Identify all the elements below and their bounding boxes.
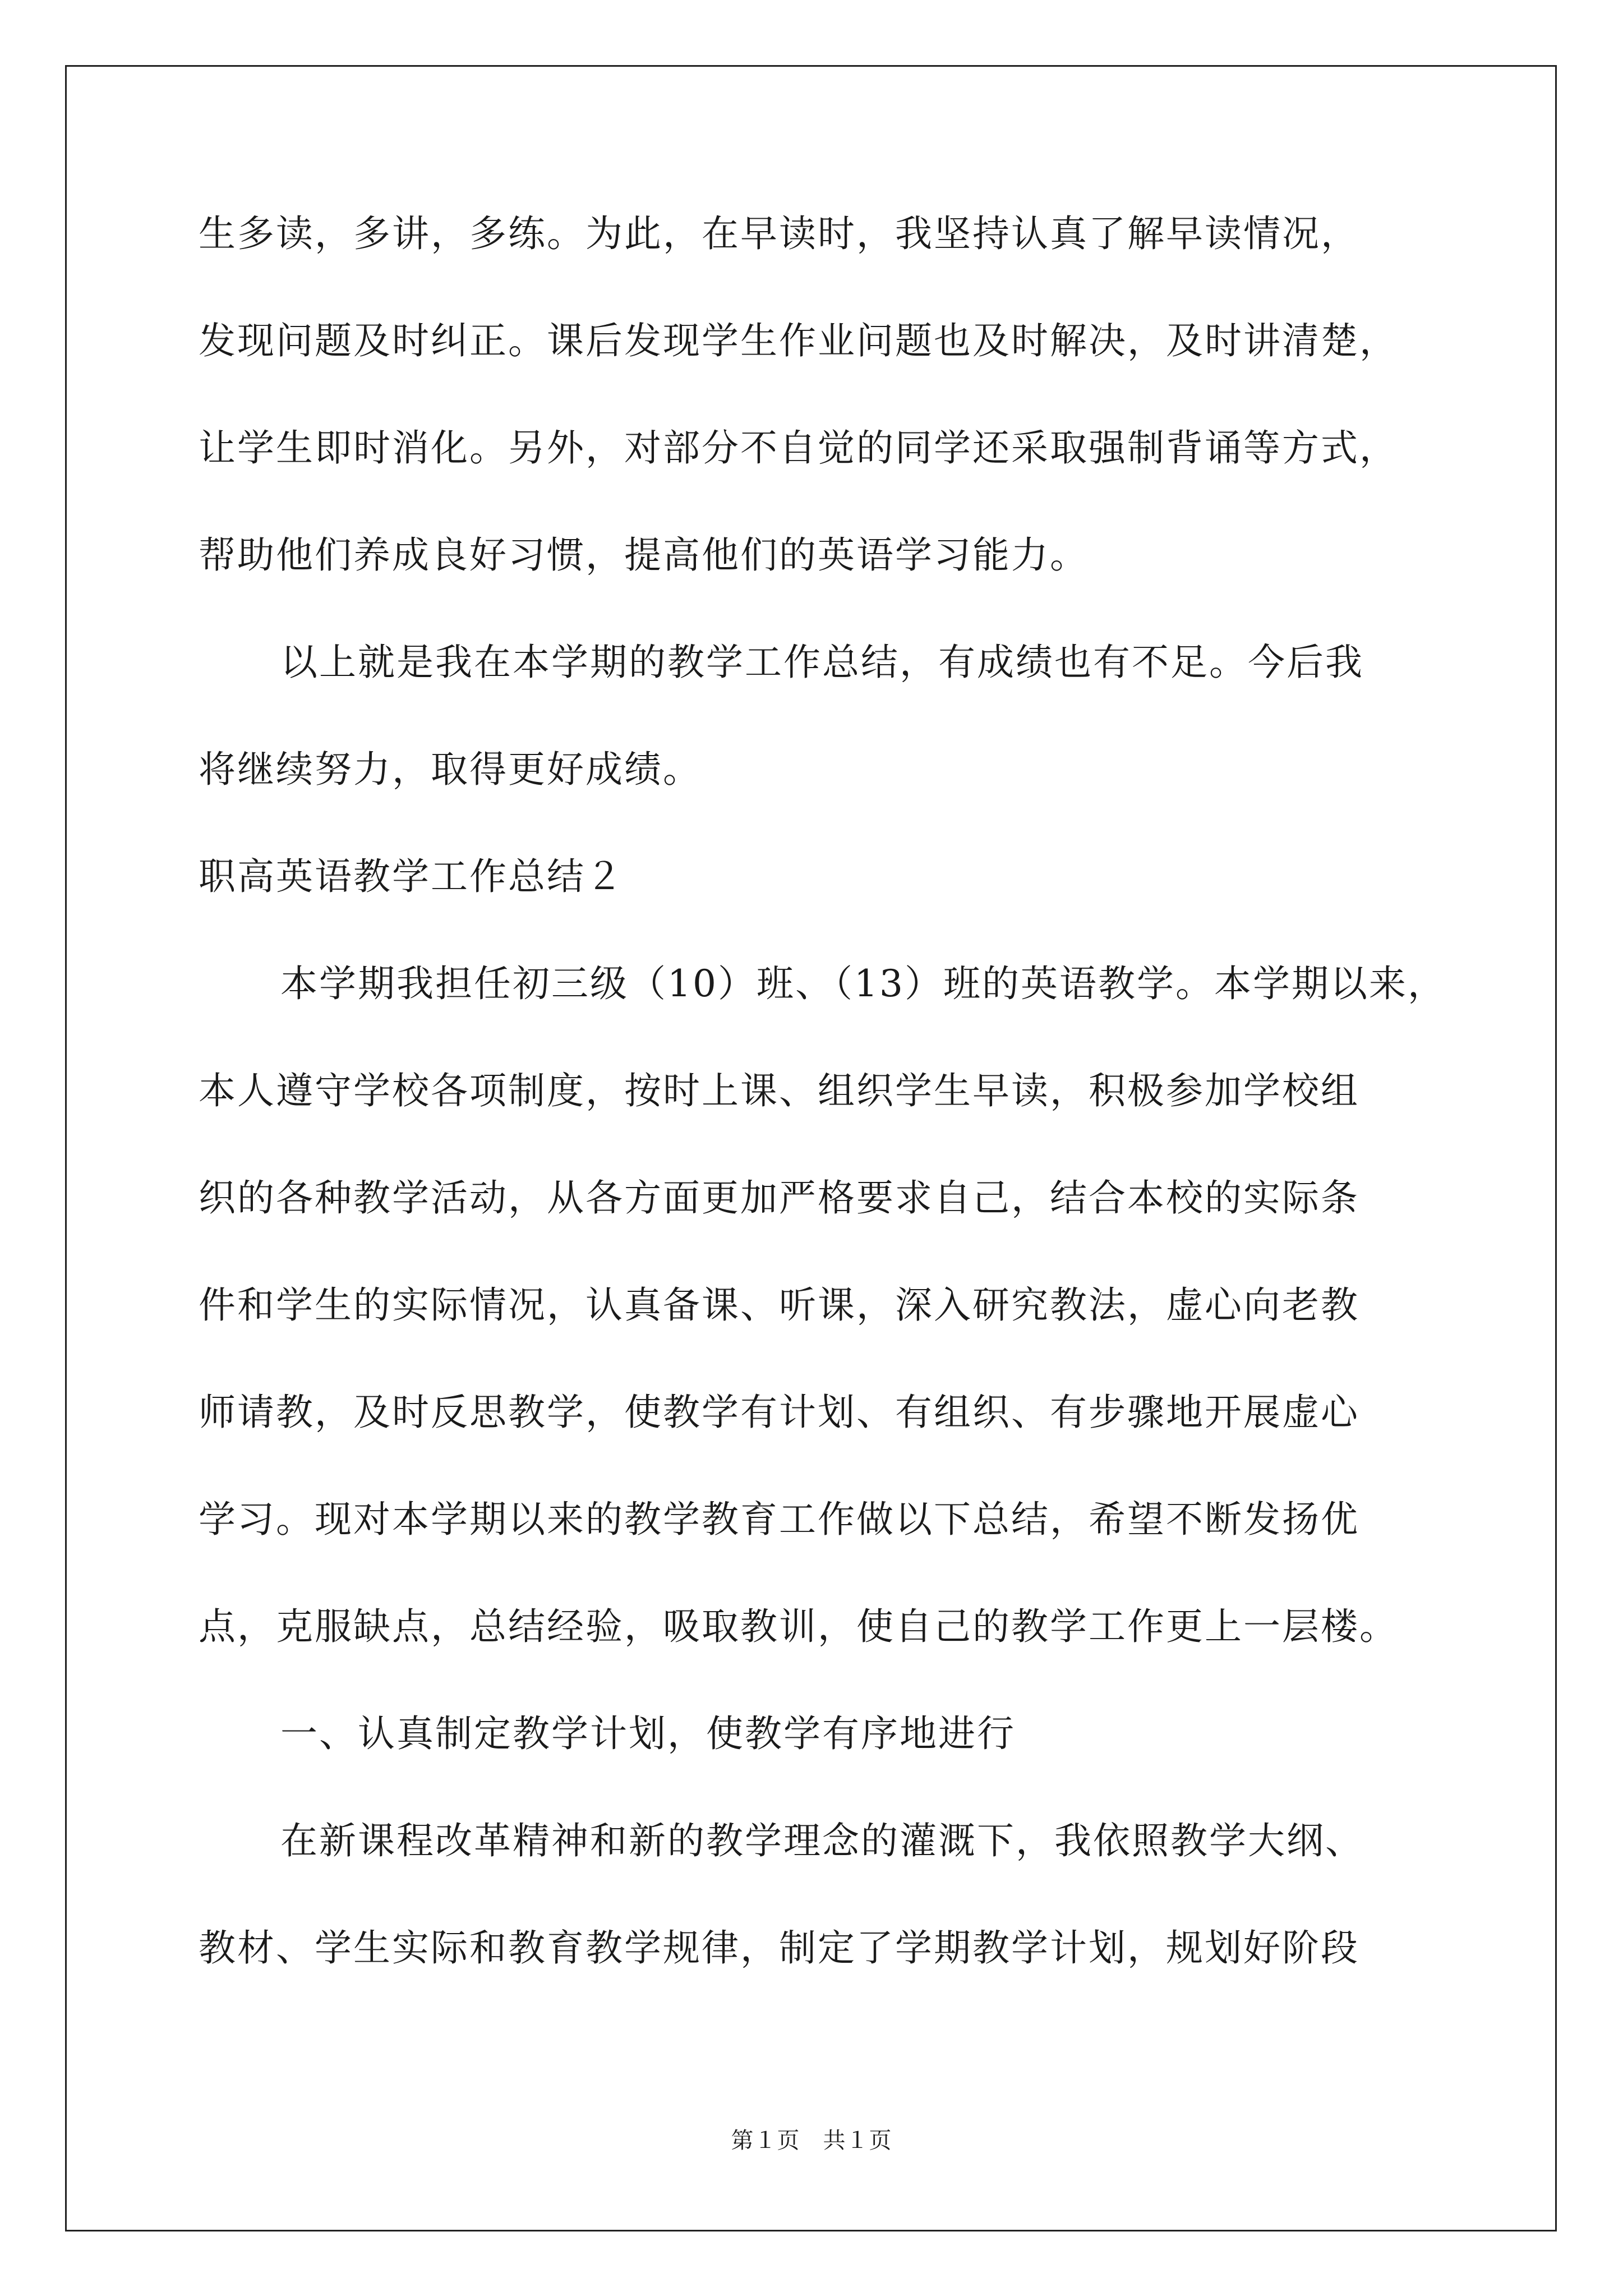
paragraph-first-line: 以上就是我在本学期的教学工作总结，有成绩也有不足。今后我 [280,641,1364,684]
section-title: 职高英语教学工作总结２ [199,855,624,898]
body-line: 将继续努力，取得更好成绩。 [199,748,702,791]
body-line: 让学生即时消化。另外，对部分不自觉的同学还采取强制背诵等方式， [199,426,1398,470]
page-footer: 第１页 共１页 [731,2128,892,2154]
body-line: 本人遵守学校各项制度，按时上课、组织学生早读，积极参加学校组 [199,1069,1359,1112]
body-line: 学习。现对本学期以来的教学教育工作做以下总结，希望不断发扬优 [199,1498,1359,1541]
paragraph-first-line: 在新课程改革精神和新的教学理念的灌溉下，我依照教学大纲、 [280,1819,1364,1862]
body-line: 点，克服缺点，总结经验，吸取教训，使自己的教学工作更上一层楼。 [199,1605,1398,1648]
page-border [65,65,1557,2231]
paragraph-first-line: 本学期我担任初三级（10）班、（13）班的英语教学。本学期以来， [280,962,1446,1005]
body-line: 教材、学生实际和教育教学规律，制定了学期教学计划，规划好阶段 [199,1926,1359,1970]
body-line: 件和学生的实际情况，认真备课、听课，深入研究教法，虚心向老教 [199,1283,1359,1327]
body-line: 师请教，及时反思教学，使教学有计划、有组织、有步骤地开展虚心 [199,1391,1359,1434]
body-line: 织的各种教学活动，从各方面更加严格要求自己，结合本校的实际条 [199,1176,1359,1220]
subheading: 一、认真制定教学计划，使教学有序地进行 [280,1712,1016,1755]
body-line: 帮助他们养成良好习惯，提高他们的英语学习能力。 [199,533,1089,577]
body-line: 发现问题及时纠正。课后发现学生作业问题也及时解决，及时讲清楚， [199,319,1398,362]
body-line: 生多读，多讲，多练。为此，在早读时，我坚持认真了解早读情况， [199,212,1359,255]
